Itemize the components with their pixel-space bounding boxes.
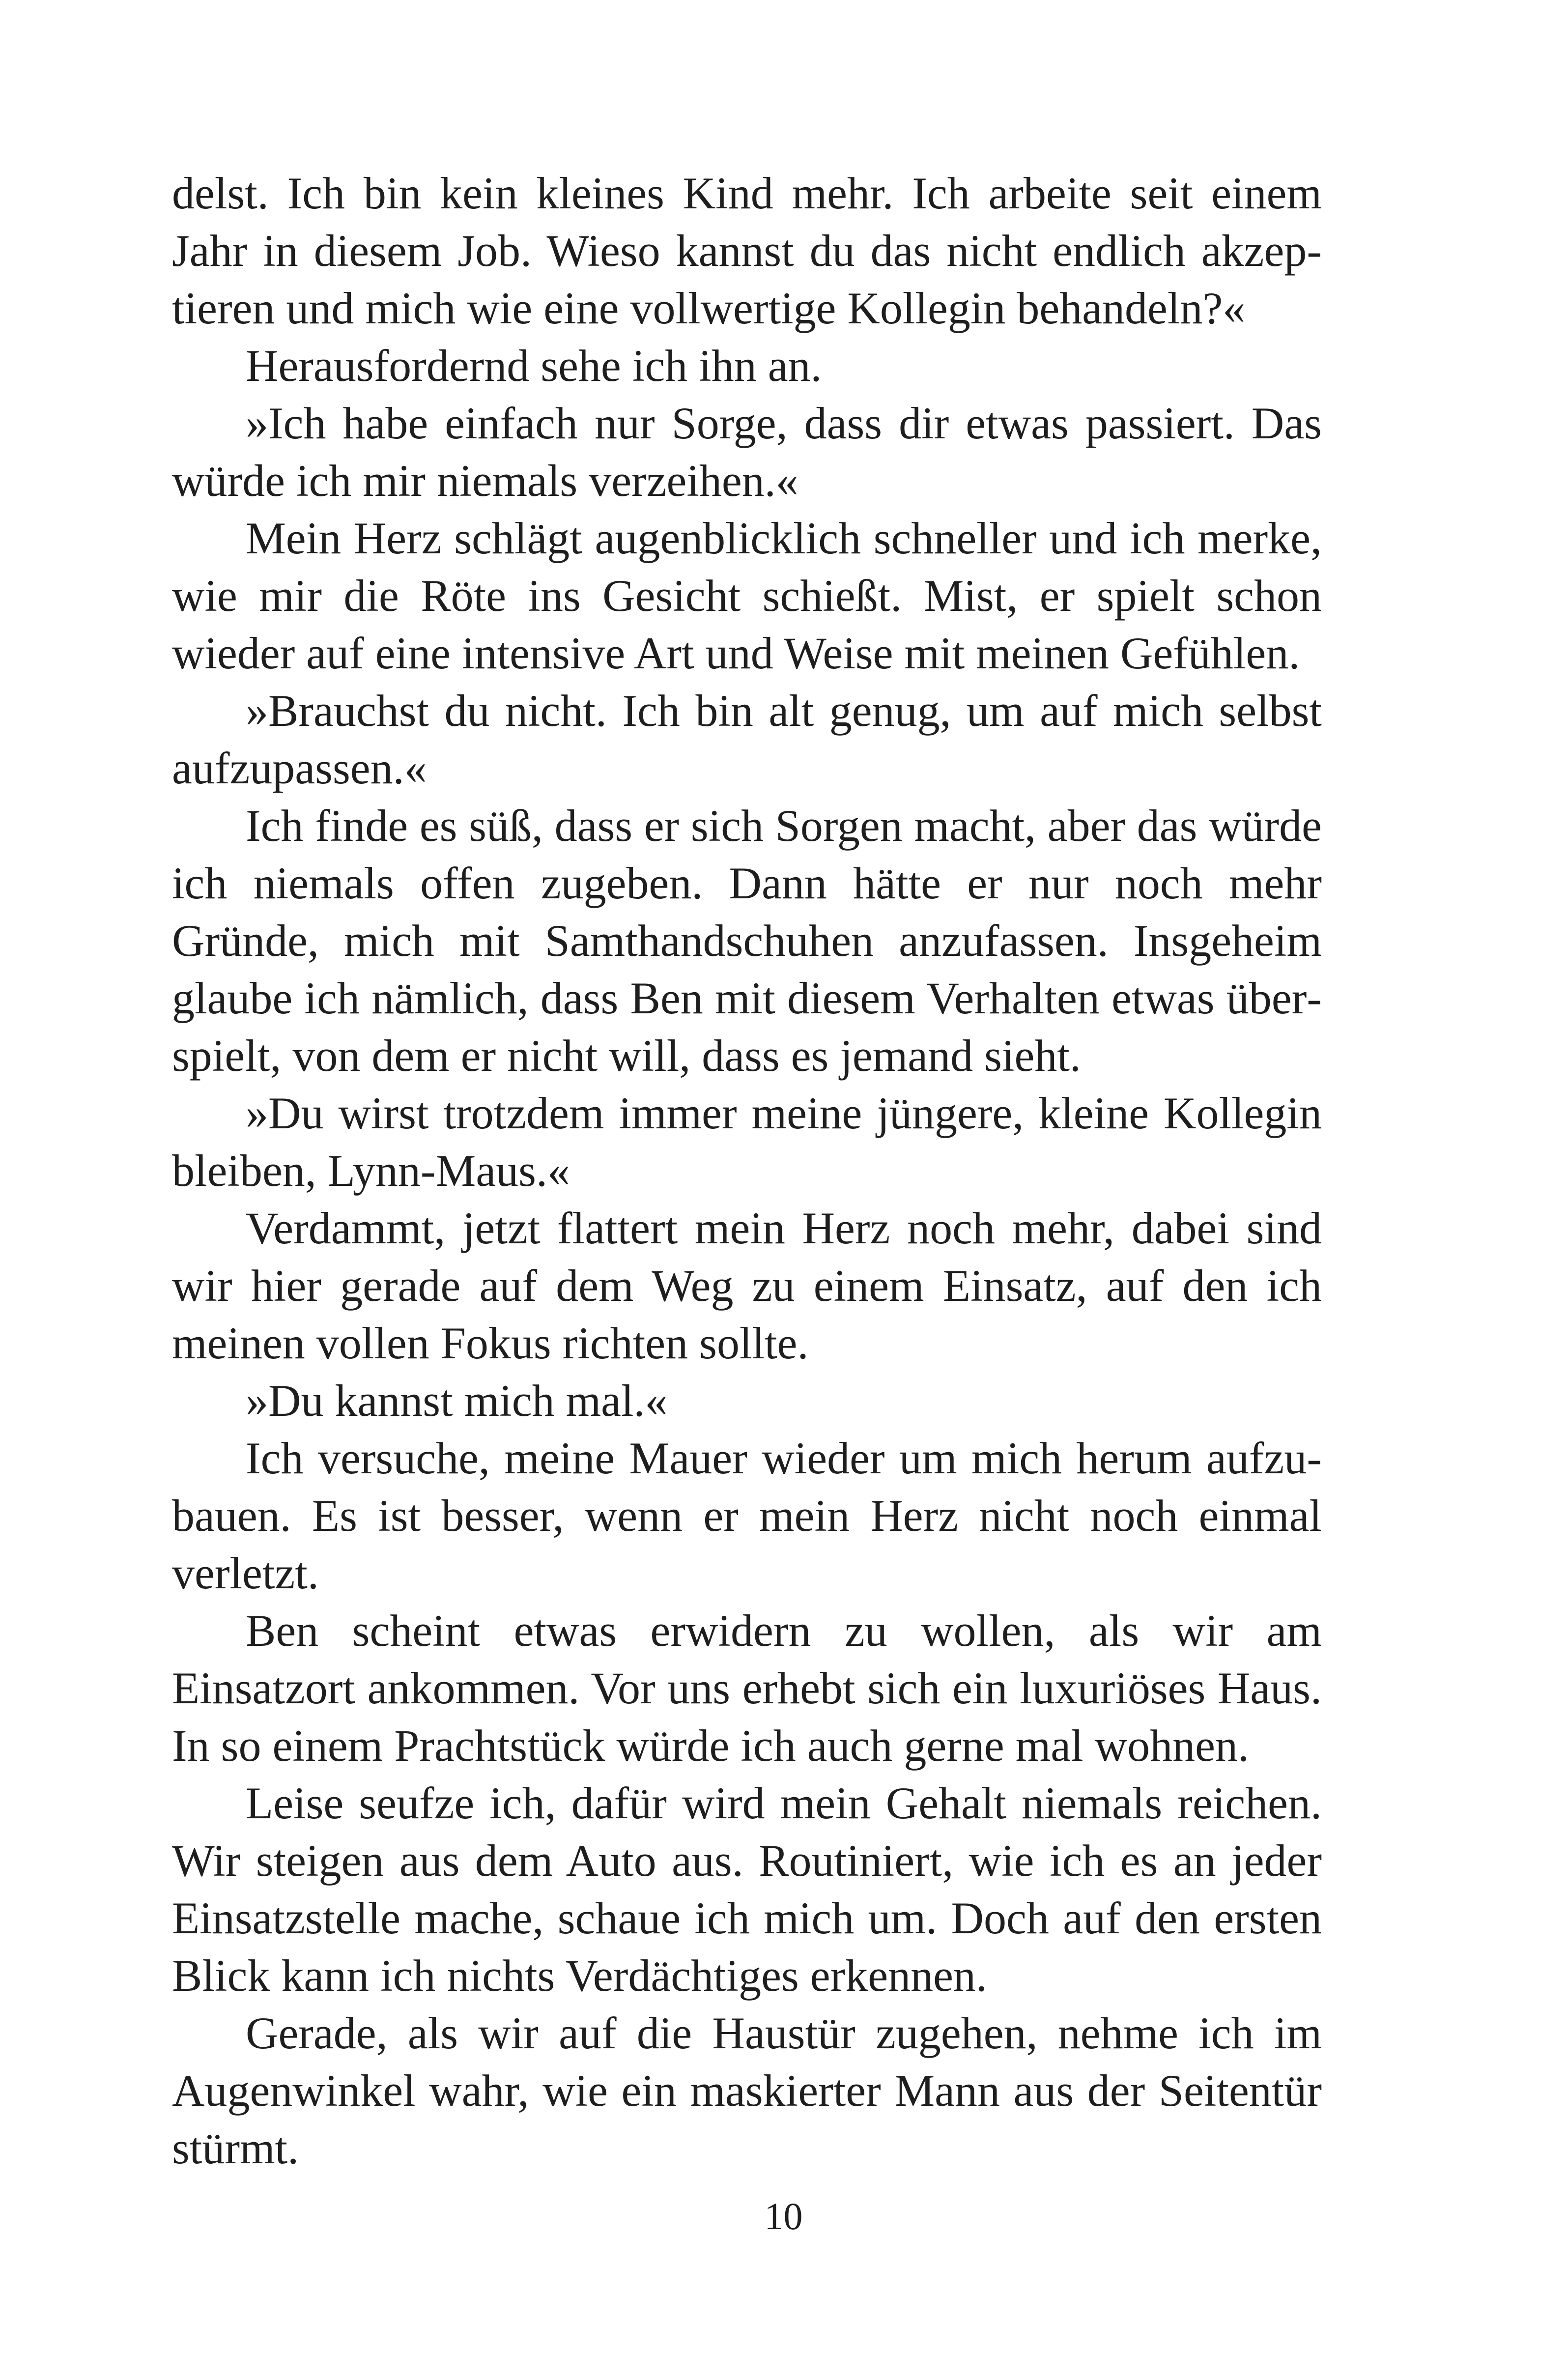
paragraph-dialogue: »Du wirst trotzdem immer meine jüngere, kleine Kollegin bleiben, Lynn-Maus.« (172, 1088, 1322, 1196)
paragraph: Verdammt, jetzt flattert mein Herz noch mehr, dabei sind wir hier gerade auf dem Weg zu einem Einsatz, auf den ich meinen vollen Fokus richten sollte. (172, 1203, 1322, 1368)
body-text (172, 165, 1322, 2177)
paragraph: Herausfordernd sehe ich ihn an. (246, 341, 822, 391)
paragraph-dialogue: »Ich habe einfach nur Sorge, dass dir etwas passiert. Das würde ich mir niemals verzeihen.« (172, 398, 1322, 506)
paragraph: Mein Herz schlägt augenblicklich schneller und ich merke, wie mir die Röte ins Gesicht schießt. Mist, er spielt schon wieder auf eine intensive Art und Weise mit meinen Gefühlen. (172, 513, 1322, 678)
paragraph: Ich versuche, meine Mauer wieder um mich herum aufzubauen. Es ist besser, wenn er mein Herz nicht noch einmal verletzt. (172, 1433, 1322, 1598)
paragraph: Gerade, als wir auf die Haustür zugehen, nehme ich im Augenwinkel wahr, wie ein maskierter Mann aus der Seitentür stürmt. (172, 2008, 1322, 2173)
paragraph: Ich finde es süß, dass er sich Sorgen macht, aber das würde ich niemals offen zugeben. Dann hätte er nur noch mehr Gründe, mich mit Samthandschuhen anzufassen. Insgeheim glaube ich nämlich, dass Ben mit diesem Verhalten etwas überspielt, von dem er nicht will, dass es jemand sieht. (172, 801, 1322, 1081)
page-number: 10 (764, 2195, 803, 2237)
paragraph: Ben scheint etwas erwidern zu wollen, als wir am Einsatzort ankommen. Vor uns erhebt sich ein luxuriöses Haus. In so einem Prachtstück würde ich auch gerne mal wohnen. (172, 1606, 1322, 1771)
paragraph-dialogue: »Brauchst du nicht. Ich bin alt genug, um auf mich selbst aufzupassen.« (172, 686, 1322, 793)
paragraph: Leise seufze ich, dafür wird mein Gehalt niemals reichen. Wir steigen aus dem Auto aus. Routiniert, wie ich es an jeder Einsatzstelle mache, schaue ich mich um. Doch auf den ersten Blick kann ich nichts Verdächtiges erkennen. (172, 1778, 1322, 2001)
paragraph-continued: delst. Ich bin kein kleines Kind mehr. Ich arbeite seit einem Jahr in diesem Job. Wieso kannst du das nicht endlich akzeptieren und mich wie eine vollwertige Kollegin behandeln?« (172, 168, 1322, 333)
paragraph-dialogue: »Du kannst mich mal.« (246, 1376, 668, 1426)
